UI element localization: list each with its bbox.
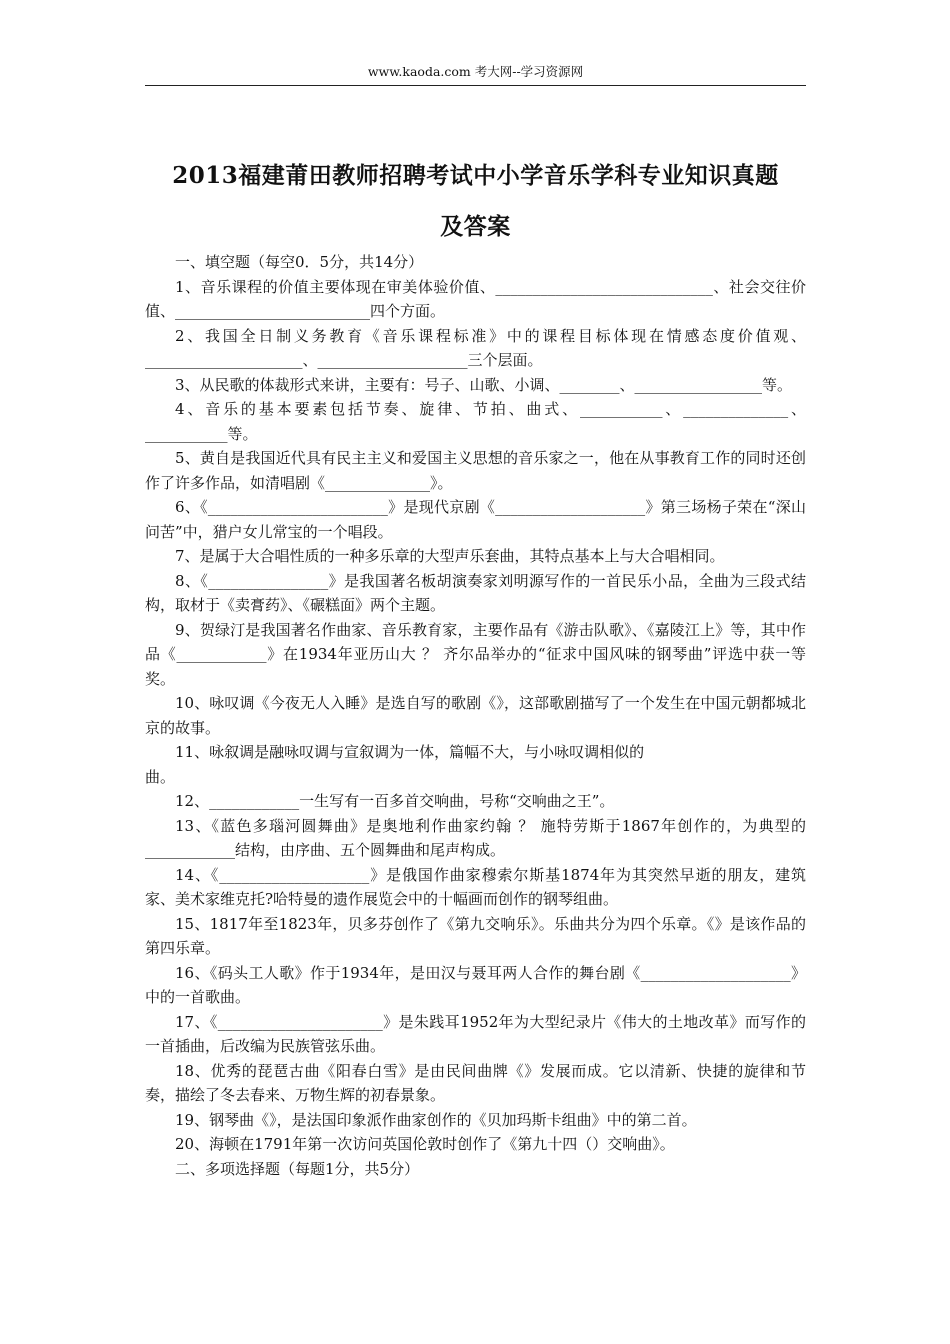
document-title-line1: 2013福建莆田教师招聘考试中小学音乐学科专业知识真题	[172, 162, 779, 189]
question-9: 9、贺绿汀是我国著名作曲家、音乐教育家，主要作品有《游击队歌》、《嘉陵江上》等，其中作品《____________》在1934年亚历山大 ？ 齐尔品举办的“征求中国风味的钢琴曲”评选中获一等奖。	[145, 620, 806, 688]
question-11-continued: 曲。	[145, 767, 176, 786]
question-7: 7、是属于大合唱性质的一种多乐章的大型声乐套曲，其特点基本上与大合唱相同。	[175, 547, 725, 565]
question-17: 17、《______________________》是朱践耳1952年为大型纪录片《伟大的土地改革》而写作的一首插曲，后改编为民族管弦乐曲。	[145, 1012, 806, 1055]
question-16: 16、《码头工人歌》作于1934年，是田汉与聂耳两人合作的舞台剧《____________________》中的一首歌曲。	[145, 963, 806, 1006]
question-13: 13、《蓝色多瑙河圆舞曲》是奥地利作曲家约翰 ？ 施特劳斯于1867年创作的，为典型的____________结构，由序曲、五个圆舞曲和尾声构成。	[145, 816, 806, 859]
document-body	[145, 250, 806, 1181]
question-1: 1、音乐课程的价值主要体现在审美体验价值、_____________________________、社会交往价值、__________________________四个方面。	[145, 277, 806, 320]
question-3: 3、从民歌的体裁形式来讲，主要有：号子、山歌、小调、________、_________________等。	[175, 375, 793, 394]
section-heading-multi: 二、多项选择题（每题1分，共5分）	[175, 1159, 420, 1178]
question-15: 15、1817年至1823年，贝多芬创作了《第九交响乐》。乐曲共分为四个乐章。《》是该作品的第四乐章。	[145, 914, 806, 957]
header-rule	[145, 85, 806, 86]
question-20: 20、海顿在1791年第一次访问英国伦敦时创作了《第九十四（）交响曲》。	[175, 1135, 675, 1153]
document-title-line2: 及答案	[440, 213, 511, 240]
question-14: 14、《____________________》是俄国作曲家穆索尔斯基1874年为其突然早逝的朋友，建筑家、美术家维克托?哈特曼的遗作展览会中的十幅画而创作的钢琴组曲。	[145, 865, 806, 908]
question-8: 8、《________________》是我国著名板胡演奏家刘明源写作的一首民乐小品，全曲为三段式结构，取材于《卖膏药》、《碾糕面》两个主题。	[145, 571, 806, 614]
section-heading-fill: 一、填空题（每空0．5分，共14分）	[175, 253, 424, 271]
question-5: 5、黄自是我国近代具有民主主义和爱国主义思想的音乐家之一，他在从事教育工作的同时还创作了许多作品，如清唱剧《______________》。	[145, 449, 806, 492]
question-18: 18、优秀的琵琶古曲《阳春白雪》是由民间曲牌《》发展而成。它以清新、快捷的旋律和节奏，描绘了冬去春来、万物生辉的初春景象。	[145, 1061, 806, 1104]
question-11: 11、咏叙调是融咏叹调与宣叙调为一体，篇幅不大，与小咏叹调相似的	[175, 743, 645, 761]
question-10: 10、咏叹调《今夜无人入睡》是选自写的歌剧《》，这部歌剧描写了一个发生在中国元朝都城北京的故事。	[145, 694, 806, 737]
question-19: 19、钢琴曲《》，是法国印象派作曲家创作的《贝加玛斯卡组曲》中的第二首。	[175, 1110, 697, 1129]
question-6: 6、《________________________》是现代京剧《____________________》第三场杨子荣在“深山问苦”中，猎户女儿常宝的一个唱段。	[145, 498, 806, 541]
question-2: 2、我国全日制义务教育《音乐课程标准》中的课程目标体现在情感态度价值观、_____________________、____________________三个层面。	[145, 326, 806, 369]
page-header: www.kaoda.com 考大网--学习资源网	[367, 64, 584, 79]
question-12: 12、____________一生写有一百多首交响曲，号称“交响曲之王”。	[175, 792, 615, 810]
question-4: 4、音乐的基本要素包括节奏、旋律、节拍、曲式、___________、______________、___________等。	[145, 400, 806, 443]
